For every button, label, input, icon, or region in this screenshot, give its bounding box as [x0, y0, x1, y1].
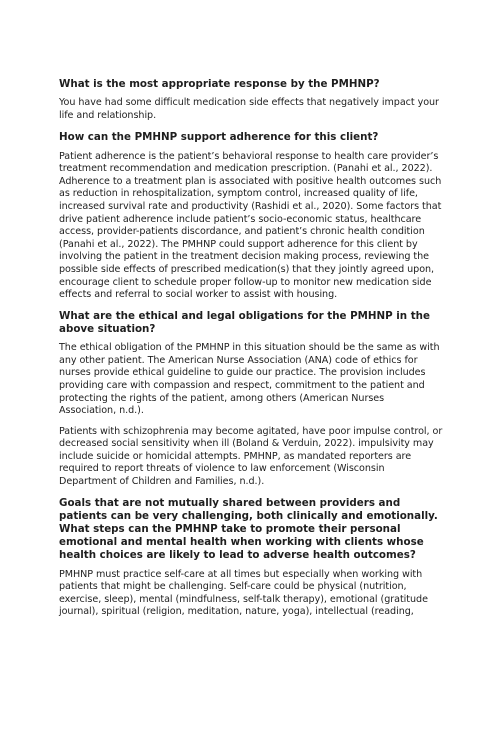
- answer-paragraph: You have had some difficult medication side effects that negatively impact your life and relationship.: [59, 97, 439, 121]
- question-heading: What are the ethical and legal obligations for the PMHNP in the above situation?: [59, 309, 430, 335]
- question-heading: Goals that are not mutually shared between providers and patients can be very challenging, both clinically and emotionally. What steps can the PMHNP take to promote their personal emotional and mental health when working with clients whose health choices are likely to lead to adverse health outcomes?: [59, 496, 438, 562]
- question-heading: What is the most appropriate response by the PMHNP?: [59, 78, 380, 90]
- answer-paragraph: Patients with schizophrenia may become agitated, have poor impulse control, or decreased social sensitivity when ill (Boland & Verduin, 2022). impulsivity may include suicide or homicidal attempts. PMHNP, as mandated reporters are required to report threats of violence to law enforcement (Wisconsin Department of Children and Families, n.d.).: [59, 425, 443, 488]
- question-heading: How can the PMHNP support adherence for this client?: [59, 131, 379, 144]
- answer-paragraph: Patient adherence is the patient’s behavioral response to health care provider’s treatment recommendation and medication prescription. (Panahi et al., 2022). Adherence to a treatment plan is associated with positive health outcomes such as reduction in rehospitalization, symptom control, increased quality of life, increased survival rate and productivity (Rashidi et al., 2020). Some factors that drive patient adherence include patient’s socio-economic status, healthcare access, provider-patients discordance, and patient’s chronic health condition (Panahi et al., 2022). The PMHNP could support adherence for this client by involving the patient in the treatment decision making process, reviewing the possible side effects of prescribed medication(s) that they jointly agreed upon, encourage client to schedule proper follow-up to monitor new medication side effects and referral to social worker to assist with housing.: [59, 150, 442, 301]
- answer-paragraph: The ethical obligation of the PMHNP in this situation should be the same as with any other patient. The American Nurse Association (ANA) code of ethics for nurses provide ethical guideline to guide our practice. The provision includes providing care with compassion and respect, commitment to the patient and protecting the rights of the patient, among others (American Nurses Association, n.d.).: [59, 342, 440, 417]
- answer-paragraph: PMHNP must practice self-care at all times but especially when working with patients that might be challenging. Self-care could be physical (nutrition, exercise, sleep), mental (mindfulness, self-talk therapy), emotional (gratitude journal), spiritual (religion, meditation, nature, yoga), intellectual (reading,: [59, 568, 428, 618]
- document-body: [59, 78, 444, 627]
